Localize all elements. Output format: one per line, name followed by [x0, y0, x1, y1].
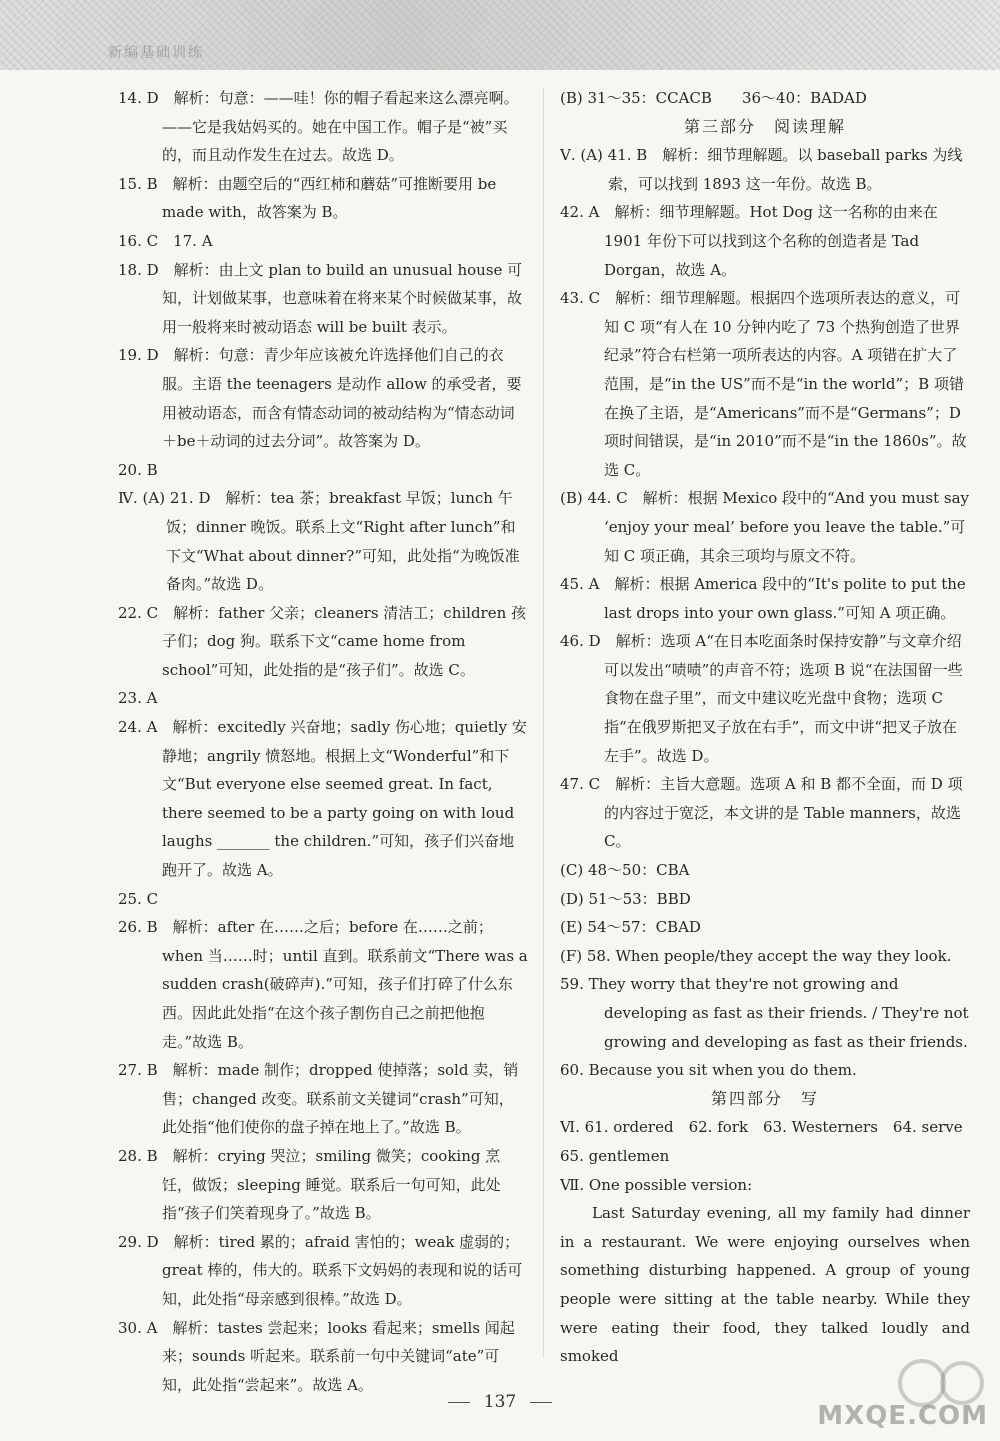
answer-item	[118, 1142, 528, 1228]
writing-answers	[560, 1113, 970, 1170]
answer-item-text: 59. They worry that they're not growing and developing as fast as their friends. / They're not growing and developing as fast as their friends.	[560, 975, 969, 1051]
answer-item	[118, 256, 528, 342]
watermark-text: MXQE.COM	[817, 1401, 988, 1431]
essay-intro: Ⅶ. One possible version:	[560, 1175, 753, 1194]
answer-item	[118, 1314, 528, 1400]
answer-item	[560, 856, 970, 885]
answer-item-text: (B) 44. C 解析：根据 Mexico 段中的“And you must say ‘enjoy your meal’ before you leave the table.”可知 C 项正确，其余三项均与原文不符。	[560, 489, 970, 565]
answer-item-text: 46. D 解析：选项 A“在日本吃面条时保持安静”与文章介绍可以发出“啧啧”的声音不符；选项 B 说“在法国留一些食物在盘子里”，而文中建议吃光盘中食物；选项 C 指“在俄罗斯把叉子放在右手”，而文中讲“把叉子放在左手”。故选 D。	[560, 632, 963, 765]
answer-item-text: 30. A 解析：tastes 尝起来；looks 看起来；smells 闻起来；sounds 听起来。联系前一句中关键词“ate”可知，此处指“尝起来”。故选 A。	[118, 1318, 515, 1394]
answer-item	[560, 141, 970, 198]
answer-item	[118, 84, 528, 170]
answer-item	[560, 198, 970, 284]
answer-item	[118, 885, 528, 914]
column-divider	[543, 88, 544, 1358]
answer-item	[118, 227, 528, 256]
answer-item	[560, 484, 970, 570]
answer-item-text: 25. C	[118, 889, 159, 908]
answer-item	[560, 284, 970, 484]
answer-item	[118, 170, 528, 227]
answer-item-text: 60. Because you sit when you do them.	[560, 1061, 857, 1080]
answer-item	[118, 684, 528, 713]
answer-item-text: 27. B 解析：made 制作；dropped 使掉落；sold 卖，销售；changed 改变。联系前文关键词“crash”可知，此处指“他们使你的盘子掉在地上了。”故选 B。	[118, 1061, 519, 1137]
answers-31-40: (B) 31～35：CCACB 36～40：BADAD	[560, 89, 867, 107]
right-column	[560, 84, 970, 1371]
answer-item	[118, 341, 528, 455]
answer-item-text: 65. gentlemen	[560, 1146, 670, 1165]
answer-item-text: 23. A	[118, 689, 158, 708]
answer-item	[118, 484, 528, 598]
header-band	[0, 0, 1000, 70]
answer-item	[560, 1142, 970, 1171]
answer-item-text: 20. B	[118, 460, 158, 479]
essay-paragraph: Last Saturday evening, all my family had dinner in a restaurant. We were enjoying ourselves when something disturbing happened. A group of young people were sitting at the table nearby. While they were eating their food, they talked loudly and smoked	[560, 1204, 970, 1366]
answer-item	[118, 1228, 528, 1314]
section-heading-writing: 第四部分 写	[710, 1088, 819, 1108]
answer-item	[560, 1113, 970, 1142]
header-band-text: 新编基础训练	[108, 45, 204, 61]
answer-item	[118, 913, 528, 1056]
answer-item	[560, 970, 970, 1056]
answer-item-text: 26. B 解析：after 在……之后；before 在……之前；when 当……时；until 直到。联系前文“There was a sudden crash(破碎声).”可知，孩子们打碎了什么东西。因此此处指“在这个孩子割伤自己之前把他抱走。”故选 B。	[118, 918, 528, 1051]
answer-item	[560, 570, 970, 627]
answer-item-text: (C) 48～50：CBA	[560, 861, 690, 880]
answer-item-text: Ⅴ. (A) 41. B 解析：细节理解题。以 baseball parks 为线索，可以找到 1893 这一年份。故选 B。	[560, 146, 963, 193]
answer-item-text: 16. C 17. A	[118, 231, 213, 250]
answer-item-text: 42. A 解析：细节理解题。Hot Dog 这一名称的由来在 1901 年份下可以找到这个名称的创造者是 Tad Dorgan，故选 A。	[560, 203, 938, 279]
answer-item	[118, 456, 528, 485]
answer-item	[118, 713, 528, 885]
answer-item-text: 24. A 解析：excitedly 兴奋地；sadly 伤心地；quietly 安静地；angrily 愤怒地。根据上文“Wonderful”和下文“But everyone else seemed great. In fact, there seemed to be a party going on with loud laughs _______ the children.”可知，孩子们兴奋地跑开了。故选 A。	[118, 718, 527, 880]
answer-item-text: (F) 58. When people/they accept the way they look.	[560, 946, 952, 965]
answer-item	[118, 1056, 528, 1142]
answer-item-text: 22. C 解析：father 父亲；cleaners 清洁工；children 孩子们；dog 狗。联系下文“came home from school”可知，此处指的是“孩子们”。故选 C。	[118, 603, 527, 679]
page-number-text: 137	[483, 1392, 517, 1412]
answer-item	[560, 770, 970, 856]
answer-item	[560, 1056, 970, 1085]
answer-item-text: 28. B 解析：crying 哭泣；smiling 微笑；cooking 烹饪，做饭；sleeping 睡觉。联系后一句可知，此处指“孩子们笑着现身了。”故选 B。	[118, 1146, 501, 1223]
answer-item	[560, 913, 970, 942]
watermark-logo	[802, 1357, 992, 1435]
section-heading-reading: 第三部分 阅读理解	[683, 116, 846, 136]
reading-answers	[560, 141, 970, 1085]
answer-item-text: 15. B 解析：由题空后的“西红柿和蘑菇”可推断要用 be made with，故答案为 B。	[118, 174, 497, 222]
answer-item-text: 14. D 解析：句意：——哇！你的帽子看起来这么漂亮啊。——它是我姑妈买的。她在中国工作。帽子是“被”买的，而且动作发生在过去。故选 D。	[118, 89, 519, 165]
left-column	[118, 84, 528, 1399]
answer-item-text: (E) 54～57：CBAD	[560, 918, 701, 937]
answer-item-text: Ⅳ. (A) 21. D 解析：tea 茶；breakfast 早饭；lunch 午饭；dinner 晚饭。联系上文“Right after lunch”和下文“What about dinner?”可知，此处指“为晚饭准备肉。”故选 D。	[118, 489, 520, 594]
answer-item-text: 47. C 解析：主旨大意题。选项 A 和 B 都不全面，而 D 项的内容过于宽泛，本文讲的是 Table manners，故选 C。	[560, 775, 963, 851]
answer-item-text: 43. C 解析：细节理解题。根据四个选项所表达的意义，可知 C 项“有人在 10 分钟内吃了 73 个热狗创造了世界纪录”符合右栏第一项所表达的内容。A 项错在扩大了范围，是“in the US”而不是“in the world”；B 项错在换了主语，是“Americans”而不是“Germans”；D 项时间错误，是“in 2010”而不是“in the 1860s”。故选 C。	[560, 289, 967, 479]
answer-item	[560, 885, 970, 914]
answer-item-text: 18. D 解析：由上文 plan to build an unusual house 可知，计划做某事，也意味着在将来某个时候做某事，故用一般将来时被动语态 will be built 表示。	[118, 260, 523, 336]
answer-item	[560, 627, 970, 770]
answer-item	[118, 599, 528, 685]
answer-item-text: Ⅵ. 61. ordered 62. fork 63. Westerners 64. serve	[560, 1118, 963, 1137]
answer-item-text: 29. D 解析：tired 累的；afraid 害怕的；weak 虚弱的；great 棒的，伟大的。联系下文妈妈的表现和说的话可知，此处指“母亲感到很棒。”故选 D。	[118, 1232, 523, 1308]
answer-item	[560, 942, 970, 971]
answer-item-text: 45. A 解析：根据 America 段中的“It's polite to put the last drops into your own glass.”可知 A 项正确。	[560, 575, 966, 622]
answer-item-text: (D) 51～53：BBD	[560, 889, 691, 908]
answer-item-text: 19. D 解析：句意：青少年应该被允许选择他们自己的衣服。主语 the teenagers 是动作 allow 的承受者，要用被动语态，而含有情态动词的被动结构为“情态动词＋be＋动词的过去分词”。故答案为 D。	[118, 346, 522, 451]
